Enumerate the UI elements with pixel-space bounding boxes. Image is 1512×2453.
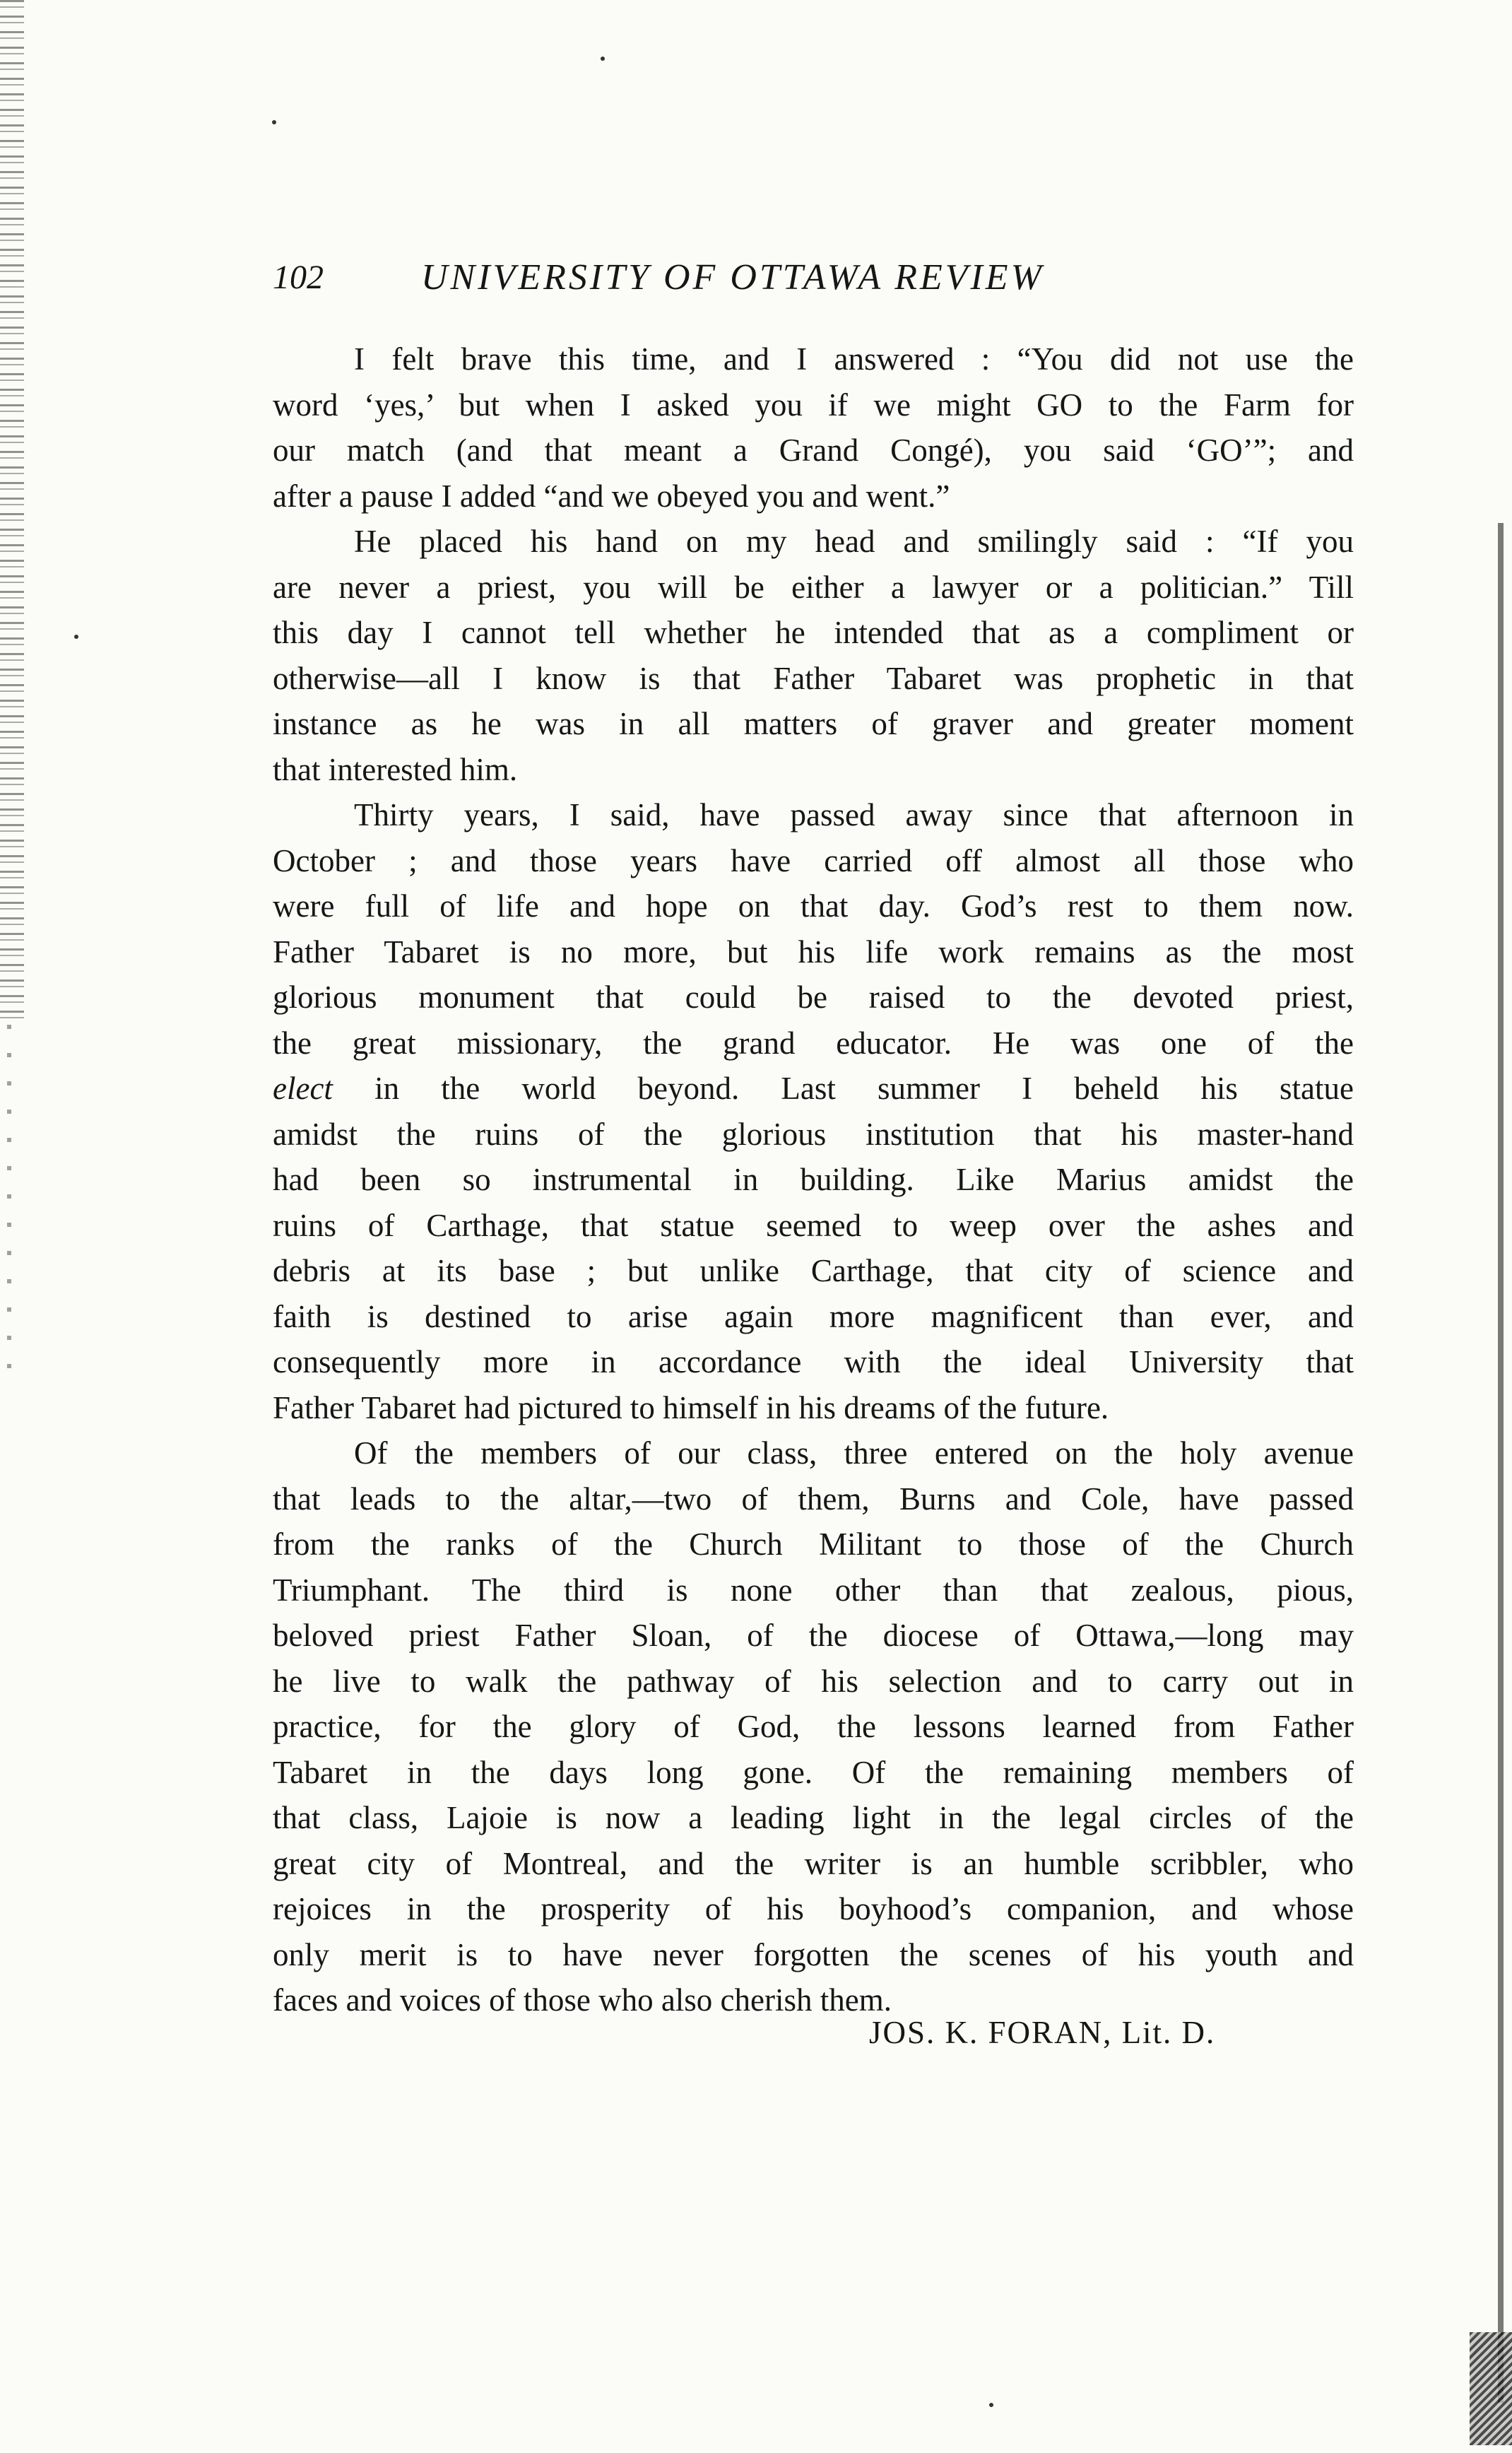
text-line: had been so instrumental in building. Like Marius amidst the — [273, 1162, 1354, 1197]
text-line: Father Tabaret had pictured to himself in his dreams of the future. — [273, 1389, 1109, 1425]
text-line: glorious monument that could be raised to the devoted priest, — [273, 980, 1354, 1015]
text-line: elect in the world beyond. Last summer I beheld his statue — [273, 1071, 1354, 1106]
text-line: instance as he was in all matters of graver and greater moment — [273, 706, 1354, 741]
text-line: debris at its base ; but unlike Carthage, that city of science and — [273, 1253, 1354, 1288]
scan-speck — [74, 635, 78, 639]
text-line: October ; and those years have carried off almost all those who — [273, 842, 1354, 878]
text-line: only merit is to have never forgotten the scenes of his youth and — [273, 1936, 1354, 1972]
text-line: that leads to the altar,—two of them, Burns and Cole, have passed — [273, 1481, 1354, 1517]
text-line: the great missionary, the grand educator. He was one of the — [273, 1025, 1354, 1061]
article-body — [273, 336, 1354, 2023]
text-line: He placed his hand on my head and smilingly said : “If you — [354, 524, 1354, 559]
text-line: faces and voices of those who also cherish them. — [273, 1982, 892, 2018]
text-line: practice, for the glory of God, the lessons learned from Father — [273, 1709, 1354, 1744]
text-line: beloved priest Father Sloan, of the diocese of Ottawa,—long may — [273, 1618, 1354, 1653]
text-line: faith is destined to arise again more magnificent than ever, and — [273, 1298, 1354, 1334]
text-line: rejoices in the prosperity of his boyhood’s companion, and whose — [273, 1891, 1354, 1926]
text-line: Father Tabaret is no more, but his life work remains as the most — [273, 934, 1354, 970]
running-head: UNIVERSITY OF OTTAWA REVIEW — [421, 257, 1044, 298]
scan-edge-right — [1498, 523, 1504, 2403]
text-line: are never a priest, you will be either a lawyer or a politician.” Till — [273, 569, 1354, 605]
text-line: he live to walk the pathway of his selection and to carry out in — [273, 1663, 1354, 1699]
text-line: Triumphant. The third is none other than that zealous, pious, — [273, 1572, 1354, 1608]
text-line: Thirty years, I said, have passed away since that afternoon in — [354, 797, 1354, 833]
text-line: that interested him. — [273, 751, 518, 787]
text-line: otherwise—all I know is that Father Tabaret was prophetic in that — [273, 660, 1354, 696]
paragraph — [273, 1430, 1354, 2023]
text-line: consequently more in accordance with the ideal University that — [273, 1344, 1354, 1380]
text-line: were full of life and hope on that day. God’s rest to them now. — [273, 888, 1354, 924]
text-line: Of the members of our class, three entered on the holy avenue — [354, 1435, 1354, 1471]
paragraph — [273, 336, 1354, 519]
page-number: 102 — [273, 258, 324, 296]
text-line: amidst the ruins of the glorious institution that his master-hand — [273, 1116, 1354, 1152]
text-line: from the ranks of the Church Militant to those of the Church — [273, 1526, 1354, 1562]
text-line: that class, Lajoie is now a leading light in the legal circles of the — [273, 1800, 1354, 1835]
page-header — [273, 249, 1375, 305]
text-line: great city of Montreal, and the writer is an humble scribbler, who — [273, 1845, 1354, 1881]
text-line: word ‘yes,’ but when I asked you if we might GO to the Farm for — [273, 387, 1354, 423]
author-signature: JOS. K. FORAN, Lit. D. — [869, 2015, 1216, 2050]
text-line: ruins of Carthage, that statue seemed to weep over the ashes and — [273, 1207, 1354, 1243]
scan-edge-left-lower — [7, 1025, 11, 1392]
text-line: this day I cannot tell whether he intended that as a compliment or — [273, 615, 1354, 650]
text-line: our match (and that meant a Grand Congé), you said ‘GO’”; and — [273, 433, 1354, 468]
text-line: I felt brave this time, and I answered : “You did not use the — [354, 341, 1354, 377]
paragraph — [273, 792, 1354, 1430]
scan-blot — [1470, 2332, 1512, 2445]
scan-edge-left — [0, 0, 24, 1025]
scan-speck — [272, 120, 276, 124]
scan-speck — [601, 57, 605, 61]
text-line: Tabaret in the days long gone. Of the remaining members of — [273, 1754, 1354, 1790]
text-line: after a pause I added “and we obeyed you and went.” — [273, 478, 950, 514]
paragraph — [273, 519, 1354, 792]
scan-speck — [989, 2403, 993, 2407]
